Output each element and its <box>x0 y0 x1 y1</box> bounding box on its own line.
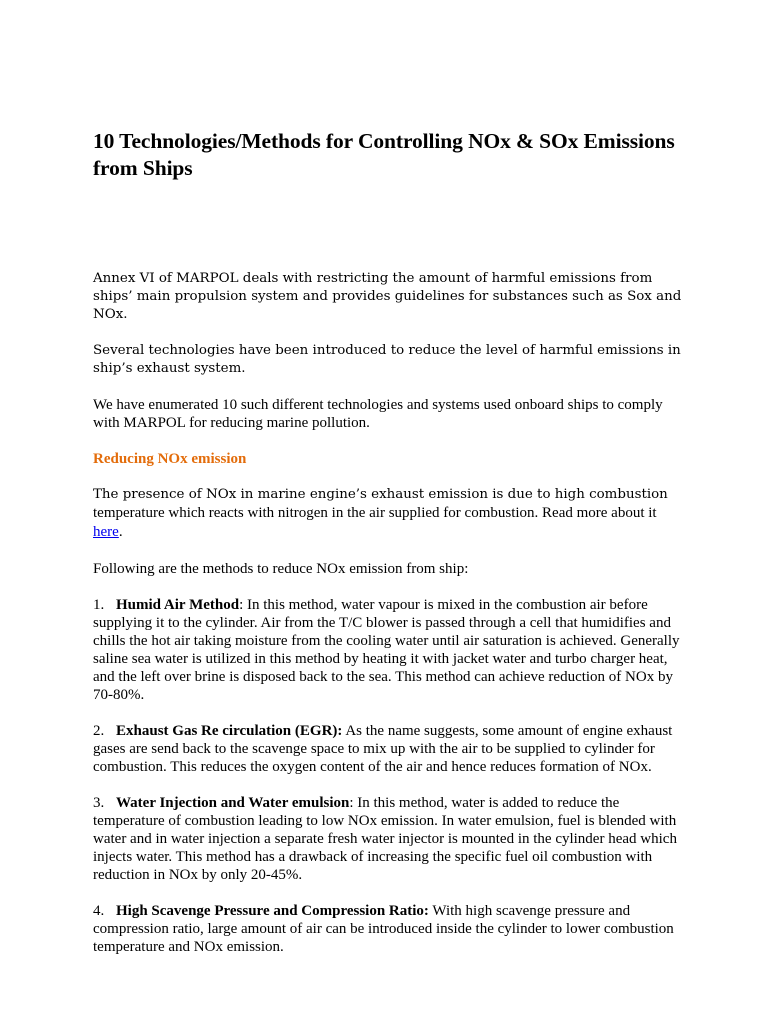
method-description: : In this method, water vapour is mixed in the combustion air before supplying it to the cylinder. Air from the T/C blower is passed through a cell that humidifies and chills the hot air taking moisture from the cooling water until air saturation is achieved. Generally saline sea water is utilized in this method by heating it with jacket water and turbo charger heat, and the left over brine is disposed back to the sea. This method can achieve reduction of NOx by 70-80%. <box>93 597 680 703</box>
method-term: Water Injection and Water emulsion <box>116 795 350 811</box>
intro-section <box>93 270 683 432</box>
method-number: 2. <box>93 723 105 739</box>
method-item-3 <box>93 794 683 884</box>
method-item-2 <box>93 722 683 776</box>
intro-paragraph-2-text: Several technologies have been introduced to reduce the level of harmful emissions in ship’s exhaust system. <box>93 343 681 376</box>
method-number: 3. <box>93 795 105 811</box>
method-number: 4. <box>93 903 105 919</box>
method-term: Exhaust Gas Re circulation (EGR): <box>116 723 343 739</box>
intro-paragraph-1 <box>93 270 683 324</box>
document-title: 10 Technologies/Methods for Controlling NOx & SOx Emissions from Ships <box>93 129 675 180</box>
section-paragraph-1-lead: The presence of NOx in marine engine’s exhaust emission is due to high combustion <box>93 487 668 502</box>
section-paragraph-2: Following are the methods to reduce NOx emission from ship: <box>93 561 469 577</box>
section-heading-reducing-nox: Reducing NOx emission <box>93 451 247 467</box>
method-number: 1. <box>93 597 105 613</box>
section-paragraph-1-end: . <box>118 524 123 540</box>
method-term: Humid Air Method <box>116 597 240 613</box>
method-term: High Scavenge Pressure and Compression Ratio: <box>116 903 429 919</box>
intro-paragraph-1-text: Annex VI of MARPOL deals with restricting the amount of harmful emissions from ships’ main propulsion system and provides guidelines for substances such as Sox and NOx. <box>93 271 682 322</box>
read-more-link[interactable]: here <box>93 524 119 540</box>
method-item-1 <box>93 596 683 704</box>
section-paragraph-1 <box>93 485 683 542</box>
method-description: With high scavenge pressure and compression ratio, large amount of air can be introduced inside the cylinder to lower combustion temperature and NOx emission. <box>93 903 674 955</box>
intro-paragraph-2 <box>93 342 683 378</box>
section-paragraph-1-text: temperature which reacts with nitrogen in the air supplied for combustion. Read more about it <box>93 505 657 521</box>
method-item-4 <box>93 902 683 956</box>
method-description: : In this method, water is added to reduce the temperature of combustion leading to low NOx emission. In water emulsion, fuel is blended with water and in water injection a separate fresh water injector is mounted in the cylinder head which injects water. This method has a drawback of increasing the specific fuel oil combustion with reduction in NOx by only 20-45%. <box>93 795 677 883</box>
intro-paragraph-3: We have enumerated 10 such different technologies and systems used onboard ships to comply with MARPOL for reducing marine pollution. <box>93 397 663 431</box>
method-description: As the name suggests, some amount of engine exhaust gases are send back to the scavenge space to mix up with the air to be supplied to cylinder for combustion. This reduces the oxygen content of the air and hence reduces formation of NOx. <box>93 723 673 775</box>
document-page <box>93 128 683 974</box>
